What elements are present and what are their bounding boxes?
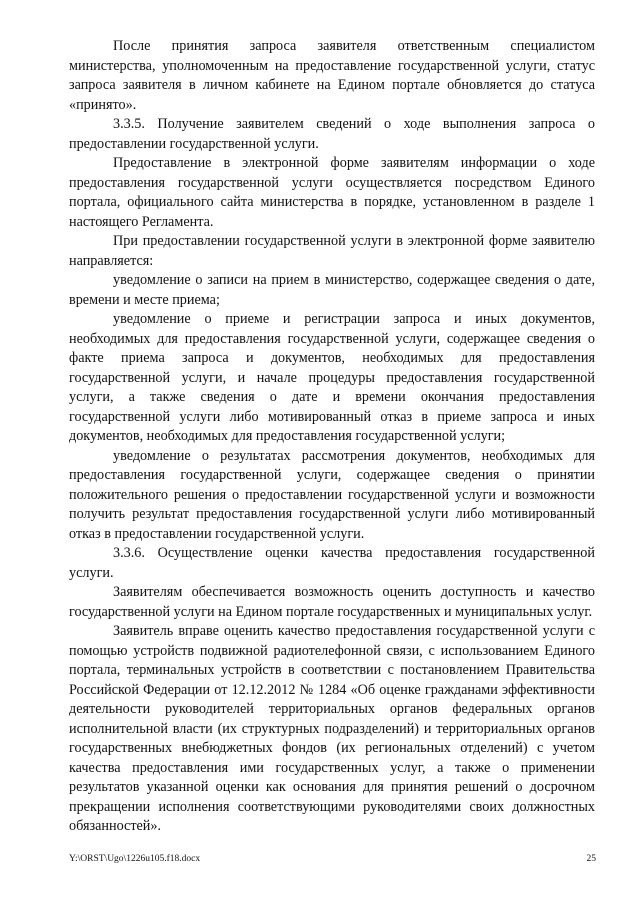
document-body <box>69 37 595 837</box>
paragraph-quality-assessment: Заявителям обеспечивается возможность оценить доступность и качество государственной услуги на Едином портале государственных и муниципальных услуг. <box>69 584 595 620</box>
paragraph-evaluation-rights: Заявитель вправе оценить качество предоставления государственной услуги с помощью устройств подвижной радиотелефонной связи, с использованием Единого портала, терминальных устройств в соответствии с постановлением Правительства Российской Федерации от 12.12.2012 № 1284 «Об оценке гражданами эффективности деятельности руководителей территориальных органов федеральных органов исполнительной власти (их структурных подразделений) и территориальных органов государственных внебюджетных фондов (их региональных отделений) с учетом качества предоставления ими государственных услуг, а также о применении результатов указанной оценки как основания для принятия решений о досрочном прекращении исполнения соответствующими руководителями своих должностных обязанностей». <box>69 623 595 834</box>
paragraph-status-accepted: После принятия запроса заявителя ответственным специалистом министерства, уполномоченным на предоставление государственной услуги, статус запроса заявителя в личном кабинете на Едином портале обновляется до статуса «принято». <box>69 38 595 113</box>
paragraph-registration-notice: уведомление о приеме и регистрации запроса и иных документов, необходимых для предоставления государственной услуги, содержащее сведения о факте приема запроса и документов, необходимых для предоставления государственной услуги, и начале процедуры предоставления государственной услуги, а также сведения о дате и времени окончания предоставления государственной услуги либо мотивированный отказ в приеме запроса и иных документов, необходимых для предоставления государственной услуги; <box>69 311 595 444</box>
paragraph-3-3-6-heading: 3.3.6. Осуществление оценки качества предоставления государственной услуги. <box>69 545 595 581</box>
paragraph-appointment-notice: уведомление о записи на прием в министерство, содержащее сведения о дате, времени и месте приема; <box>69 272 595 308</box>
page-number: 25 <box>586 854 596 864</box>
paragraph-results-notice: уведомление о результатах рассмотрения документов, необходимых для предоставления государственной услуги, содержащее сведения о принятии положительного решения о предоставлении государственной услуги и возможности получить результат предоставления государственной услуги либо мотивированный отказ в предоставлении государственной услуги. <box>69 447 595 542</box>
paragraph-3-3-5-heading: 3.3.5. Получение заявителем сведений о ходе выполнения запроса о предоставлении государственной услуги. <box>69 116 595 152</box>
paragraph-electronic-info: Предоставление в электронной форме заявителям информации о ходе предоставления государственной услуги осуществляется посредством Единого портала, официального сайта министерства в порядке, установленном в разделе 1 настоящего Регламента. <box>69 155 595 230</box>
paragraph-notifications-intro: При предоставлении государственной услуги в электронной форме заявителю направляется: <box>69 233 595 269</box>
footer-file-path: Y:\ORST\Ugo\1226u105.f18.docx <box>69 854 201 864</box>
